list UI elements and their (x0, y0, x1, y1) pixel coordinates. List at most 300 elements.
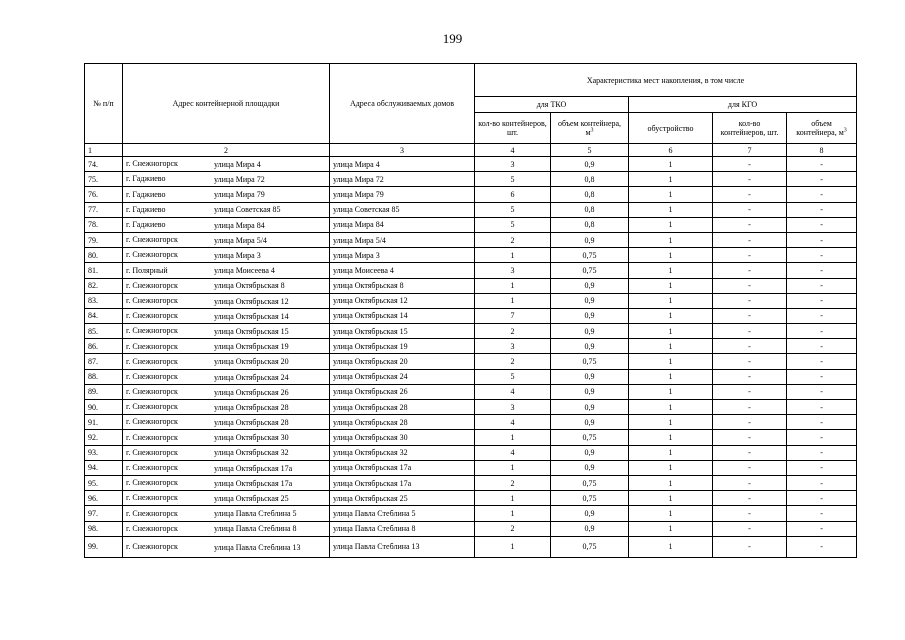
kgo-count: - (713, 354, 787, 369)
street: улица Мира 4 (214, 159, 261, 169)
served-address: улица Павла Стеблина 8 (330, 521, 475, 536)
row-number: 85. (85, 324, 123, 339)
kgo-volume: - (787, 157, 857, 172)
table-row (85, 475, 857, 490)
kgo-volume: - (787, 415, 857, 430)
kgo-count: - (713, 202, 787, 217)
street: улица Октябрьская 14 (214, 311, 289, 321)
city: г. Снежногорск (126, 295, 178, 305)
street: улица Павла Стеблина 8 (214, 524, 297, 534)
container-address (123, 248, 330, 263)
street: улица Октябрьская 17а (214, 478, 293, 488)
kgo-count: - (713, 475, 787, 490)
tko-count: 5 (475, 202, 551, 217)
kgo-volume: - (787, 202, 857, 217)
served-address: улица Октябрьская 25 (330, 491, 475, 506)
kgo-setup: 1 (629, 384, 713, 399)
served-address: улица Советская 85 (330, 202, 475, 217)
column-number: 7 (713, 144, 787, 157)
kgo-volume: - (787, 475, 857, 490)
column-number: 1 (85, 144, 123, 157)
served-address: улица Павла Стеблина 5 (330, 506, 475, 521)
header-kgo-volume: объем контейнера, $м^3$ (787, 113, 857, 144)
table-row (85, 293, 857, 308)
tko-volume: 0,9 (551, 293, 629, 308)
row-number: 97. (85, 506, 123, 521)
city: г. Снежногорск (126, 508, 178, 518)
kgo-setup: 1 (629, 263, 713, 278)
city: г. Гаджиево (126, 189, 166, 199)
row-number: 91. (85, 415, 123, 430)
kgo-count: - (713, 369, 787, 384)
tko-count: 1 (475, 293, 551, 308)
container-address (123, 400, 330, 415)
tko-volume: 0,9 (551, 324, 629, 339)
street: улица Октябрьская 32 (214, 448, 289, 458)
kgo-volume: - (787, 293, 857, 308)
row-number: 88. (85, 369, 123, 384)
city: г. Снежногорск (126, 541, 178, 551)
table-row (85, 354, 857, 369)
kgo-count: - (713, 248, 787, 263)
tko-volume: 0,75 (551, 430, 629, 445)
city: г. Снежногорск (126, 159, 178, 169)
container-address (123, 460, 330, 475)
tko-count: 1 (475, 248, 551, 263)
row-number: 89. (85, 384, 123, 399)
city: г. Снежногорск (126, 463, 178, 473)
container-address (123, 415, 330, 430)
kgo-volume: - (787, 172, 857, 187)
kgo-setup: 1 (629, 536, 713, 557)
header-container-address: Адрес контейнерной площадки (123, 64, 330, 144)
kgo-volume: - (787, 187, 857, 202)
tko-count: 5 (475, 217, 551, 232)
kgo-setup: 1 (629, 521, 713, 536)
container-address (123, 157, 330, 172)
container-address (123, 232, 330, 247)
tko-volume: 0,8 (551, 172, 629, 187)
kgo-setup: 1 (629, 308, 713, 323)
container-address (123, 506, 330, 521)
container-address (123, 475, 330, 490)
tko-volume: 0,9 (551, 384, 629, 399)
kgo-setup: 1 (629, 324, 713, 339)
container-address (123, 202, 330, 217)
city: г. Снежногорск (126, 311, 178, 321)
kgo-count: - (713, 324, 787, 339)
row-number: 98. (85, 521, 123, 536)
row-number: 77. (85, 202, 123, 217)
street: улица Мира 84 (214, 220, 265, 230)
row-number: 94. (85, 460, 123, 475)
city: г. Гаджиево (126, 204, 166, 214)
container-address (123, 217, 330, 232)
container-address (123, 354, 330, 369)
container-address (123, 445, 330, 460)
city: г. Полярный (126, 265, 168, 275)
tko-count: 3 (475, 157, 551, 172)
tko-count: 4 (475, 415, 551, 430)
served-address: улица Октябрьская 30 (330, 430, 475, 445)
kgo-setup: 1 (629, 172, 713, 187)
row-number: 84. (85, 308, 123, 323)
tko-volume: 0,9 (551, 415, 629, 430)
served-address: улица Октябрьская 20 (330, 354, 475, 369)
street: улица Мира 3 (214, 251, 261, 261)
tko-count: 2 (475, 354, 551, 369)
kgo-setup: 1 (629, 415, 713, 430)
served-address: улица Октябрьская 24 (330, 369, 475, 384)
served-address: улица Октябрьская 32 (330, 445, 475, 460)
street: улица Октябрьская 12 (214, 296, 289, 306)
city: г. Снежногорск (126, 417, 178, 427)
tko-count: 2 (475, 324, 551, 339)
tko-count: 3 (475, 263, 551, 278)
kgo-volume: - (787, 369, 857, 384)
kgo-setup: 1 (629, 491, 713, 506)
row-number: 78. (85, 217, 123, 232)
tko-count: 7 (475, 308, 551, 323)
tko-volume: 0,9 (551, 521, 629, 536)
container-address (123, 308, 330, 323)
tko-volume: 0,9 (551, 339, 629, 354)
kgo-count: - (713, 157, 787, 172)
container-address (123, 536, 330, 557)
row-number: 81. (85, 263, 123, 278)
table-row (85, 536, 857, 557)
tko-count: 1 (475, 430, 551, 445)
city: г. Снежногорск (126, 250, 178, 260)
table-row (85, 521, 857, 536)
tko-count: 4 (475, 384, 551, 399)
street: улица Советская 85 (214, 205, 281, 215)
tko-count: 2 (475, 521, 551, 536)
kgo-setup: 1 (629, 248, 713, 263)
kgo-setup: 1 (629, 293, 713, 308)
kgo-volume: - (787, 521, 857, 536)
kgo-volume: - (787, 278, 857, 293)
tko-volume: 0,9 (551, 445, 629, 460)
kgo-volume: - (787, 460, 857, 475)
kgo-setup: 1 (629, 460, 713, 475)
tko-volume: 0,9 (551, 232, 629, 247)
tko-volume: 0,9 (551, 506, 629, 521)
kgo-volume: - (787, 506, 857, 521)
kgo-setup: 1 (629, 354, 713, 369)
header-characteristics: Характеристика мест накопления, в том числе (475, 64, 857, 97)
row-number: 95. (85, 475, 123, 490)
header-kgo: для КГО (629, 97, 857, 113)
container-address (123, 187, 330, 202)
table-row (85, 415, 857, 430)
kgo-volume: - (787, 354, 857, 369)
tko-count: 1 (475, 460, 551, 475)
kgo-volume: - (787, 232, 857, 247)
kgo-count: - (713, 339, 787, 354)
kgo-volume: - (787, 217, 857, 232)
city: г. Гаджиево (126, 220, 166, 230)
street: улица Моисеева 4 (214, 266, 275, 276)
city: г. Снежногорск (126, 326, 178, 336)
served-address: улица Октябрьская 19 (330, 339, 475, 354)
kgo-count: - (713, 308, 787, 323)
kgo-count: - (713, 400, 787, 415)
street: улица Мира 79 (214, 190, 265, 200)
tko-volume: 0,8 (551, 187, 629, 202)
tko-volume: 0,75 (551, 475, 629, 490)
table-row (85, 491, 857, 506)
kgo-volume: - (787, 263, 857, 278)
kgo-count: - (713, 293, 787, 308)
street: улица Октябрьская 28 (214, 418, 289, 428)
kgo-setup: 1 (629, 157, 713, 172)
page-number: 199 (442, 31, 463, 46)
kgo-setup: 1 (629, 217, 713, 232)
kgo-count: - (713, 506, 787, 521)
header-tko: для ТКО (475, 97, 629, 113)
container-address (123, 324, 330, 339)
table-row (85, 248, 857, 263)
kgo-volume: - (787, 308, 857, 323)
served-address: улица Октябрьская 14 (330, 308, 475, 323)
kgo-volume: - (787, 400, 857, 415)
header-tko-count: кол-во контейнеров, шт. (475, 113, 551, 144)
kgo-count: - (713, 384, 787, 399)
tko-count: 6 (475, 187, 551, 202)
tko-volume: 0,8 (551, 217, 629, 232)
tko-volume: 0,75 (551, 354, 629, 369)
row-number: 96. (85, 491, 123, 506)
kgo-count: - (713, 430, 787, 445)
street: улица Октябрьская 8 (214, 281, 285, 291)
city: г. Снежногорск (126, 280, 178, 290)
row-number: 92. (85, 430, 123, 445)
kgo-volume: - (787, 339, 857, 354)
kgo-count: - (713, 415, 787, 430)
table-row (85, 263, 857, 278)
table-row (85, 430, 857, 445)
served-address: улица Октябрьская 28 (330, 400, 475, 415)
container-address (123, 263, 330, 278)
table-row (85, 369, 857, 384)
tko-count: 5 (475, 172, 551, 187)
city: г. Снежногорск (126, 356, 178, 366)
header-kgo-count: кол-во контейнеров, шт. (713, 113, 787, 144)
street: улица Октябрьская 25 (214, 494, 289, 504)
tko-volume: 0,8 (551, 202, 629, 217)
served-address: улица Октябрьская 26 (330, 384, 475, 399)
tko-volume: 0,9 (551, 460, 629, 475)
column-number-row (85, 144, 857, 157)
table-row (85, 172, 857, 187)
street: улица Октябрьская 26 (214, 387, 289, 397)
street: улица Мира 72 (214, 175, 265, 185)
table-row (85, 460, 857, 475)
street: улица Октябрьская 30 (214, 433, 289, 443)
row-number: 86. (85, 339, 123, 354)
container-address (123, 430, 330, 445)
served-address: улица Октябрьская 28 (330, 415, 475, 430)
kgo-volume: - (787, 445, 857, 460)
kgo-count: - (713, 536, 787, 557)
tko-volume: 0,9 (551, 278, 629, 293)
kgo-setup: 1 (629, 339, 713, 354)
header-kgo-setup: обустройство (629, 113, 713, 144)
container-address (123, 369, 330, 384)
row-number: 74. (85, 157, 123, 172)
table-row (85, 400, 857, 415)
city: г. Снежногорск (126, 235, 178, 245)
kgo-setup: 1 (629, 369, 713, 384)
city: г. Снежногорск (126, 432, 178, 442)
kgo-count: - (713, 460, 787, 475)
city: г. Снежногорск (126, 523, 178, 533)
table-row (85, 384, 857, 399)
container-address (123, 339, 330, 354)
served-address: улица Октябрьская 12 (330, 293, 475, 308)
street: улица Октябрьская 20 (214, 357, 289, 367)
header-served-address: Адреса обслуживаемых домов (330, 64, 475, 144)
kgo-count: - (713, 263, 787, 278)
street: улица Мира 5/4 (214, 235, 267, 245)
served-address: улица Моисеева 4 (330, 263, 475, 278)
tko-count: 4 (475, 445, 551, 460)
table-row (85, 308, 857, 323)
table-row (85, 278, 857, 293)
row-number: 79. (85, 232, 123, 247)
column-number: 2 (123, 144, 330, 157)
tko-volume: 0,9 (551, 369, 629, 384)
kgo-setup: 1 (629, 430, 713, 445)
container-address (123, 293, 330, 308)
tko-count: 1 (475, 506, 551, 521)
column-number: 4 (475, 144, 551, 157)
header-num: № п/п (85, 64, 123, 144)
table-row (85, 157, 857, 172)
row-number: 83. (85, 293, 123, 308)
kgo-setup: 1 (629, 445, 713, 460)
served-address: улица Мира 79 (330, 187, 475, 202)
table-row (85, 217, 857, 232)
city: г. Снежногорск (126, 371, 178, 381)
tko-count: 1 (475, 278, 551, 293)
kgo-volume: - (787, 536, 857, 557)
street: улица Октябрьская 24 (214, 372, 289, 382)
table-row (85, 445, 857, 460)
served-address: улица Октябрьская 17а (330, 475, 475, 490)
kgo-setup: 1 (629, 187, 713, 202)
tko-volume: 0,75 (551, 248, 629, 263)
column-number: 8 (787, 144, 857, 157)
tko-volume: 0,9 (551, 157, 629, 172)
city: г. Гаджиево (126, 174, 166, 184)
street: улица Октябрьская 19 (214, 342, 289, 352)
row-number: 80. (85, 248, 123, 263)
city: г. Снежногорск (126, 478, 178, 488)
container-address (123, 278, 330, 293)
row-number: 99. (85, 536, 123, 557)
kgo-setup: 1 (629, 202, 713, 217)
table-row (85, 339, 857, 354)
container-address (123, 384, 330, 399)
kgo-count: - (713, 232, 787, 247)
kgo-setup: 1 (629, 506, 713, 521)
column-number: 5 (551, 144, 629, 157)
kgo-volume: - (787, 430, 857, 445)
container-sites-table (84, 63, 857, 558)
row-number: 90. (85, 400, 123, 415)
served-address: улица Октябрьская 17а (330, 460, 475, 475)
column-number: 3 (330, 144, 475, 157)
table-row (85, 506, 857, 521)
kgo-count: - (713, 445, 787, 460)
street: улица Павла Стеблина 5 (214, 509, 297, 519)
served-address: улица Павла Стеблина 13 (330, 536, 475, 557)
row-number: 87. (85, 354, 123, 369)
served-address: улица Октябрьская 15 (330, 324, 475, 339)
city: г. Снежногорск (126, 402, 178, 412)
tko-count: 2 (475, 232, 551, 247)
city: г. Снежногорск (126, 493, 178, 503)
kgo-volume: - (787, 248, 857, 263)
tko-count: 3 (475, 339, 551, 354)
kgo-volume: - (787, 384, 857, 399)
kgo-setup: 1 (629, 232, 713, 247)
tko-count: 2 (475, 475, 551, 490)
served-address: улица Мира 5/4 (330, 232, 475, 247)
served-address: улица Мира 3 (330, 248, 475, 263)
street: улица Октябрьская 17а (214, 463, 293, 473)
kgo-count: - (713, 521, 787, 536)
kgo-setup: 1 (629, 278, 713, 293)
tko-count: 3 (475, 400, 551, 415)
table-row (85, 324, 857, 339)
container-address (123, 172, 330, 187)
tko-volume: 0,75 (551, 491, 629, 506)
served-address: улица Мира 72 (330, 172, 475, 187)
row-number: 93. (85, 445, 123, 460)
row-number: 76. (85, 187, 123, 202)
served-address: улица Мира 4 (330, 157, 475, 172)
kgo-setup: 1 (629, 475, 713, 490)
column-number: 6 (629, 144, 713, 157)
table-row (85, 232, 857, 247)
table-row (85, 187, 857, 202)
row-number: 82. (85, 278, 123, 293)
city: г. Снежногорск (126, 387, 178, 397)
tko-count: 5 (475, 369, 551, 384)
tko-volume: 0,9 (551, 400, 629, 415)
tko-count: 1 (475, 491, 551, 506)
street: улица Октябрьская 28 (214, 402, 289, 412)
served-address: улица Октябрьская 8 (330, 278, 475, 293)
kgo-setup: 1 (629, 400, 713, 415)
city: г. Снежногорск (126, 341, 178, 351)
kgo-count: - (713, 217, 787, 232)
tko-volume: 0,75 (551, 263, 629, 278)
kgo-count: - (713, 172, 787, 187)
street: улица Октябрьская 15 (214, 326, 289, 336)
row-number: 75. (85, 172, 123, 187)
tko-volume: 0,75 (551, 536, 629, 557)
served-address: улица Мира 84 (330, 217, 475, 232)
tko-count: 1 (475, 536, 551, 557)
kgo-volume: - (787, 491, 857, 506)
kgo-count: - (713, 187, 787, 202)
kgo-count: - (713, 278, 787, 293)
kgo-volume: - (787, 324, 857, 339)
